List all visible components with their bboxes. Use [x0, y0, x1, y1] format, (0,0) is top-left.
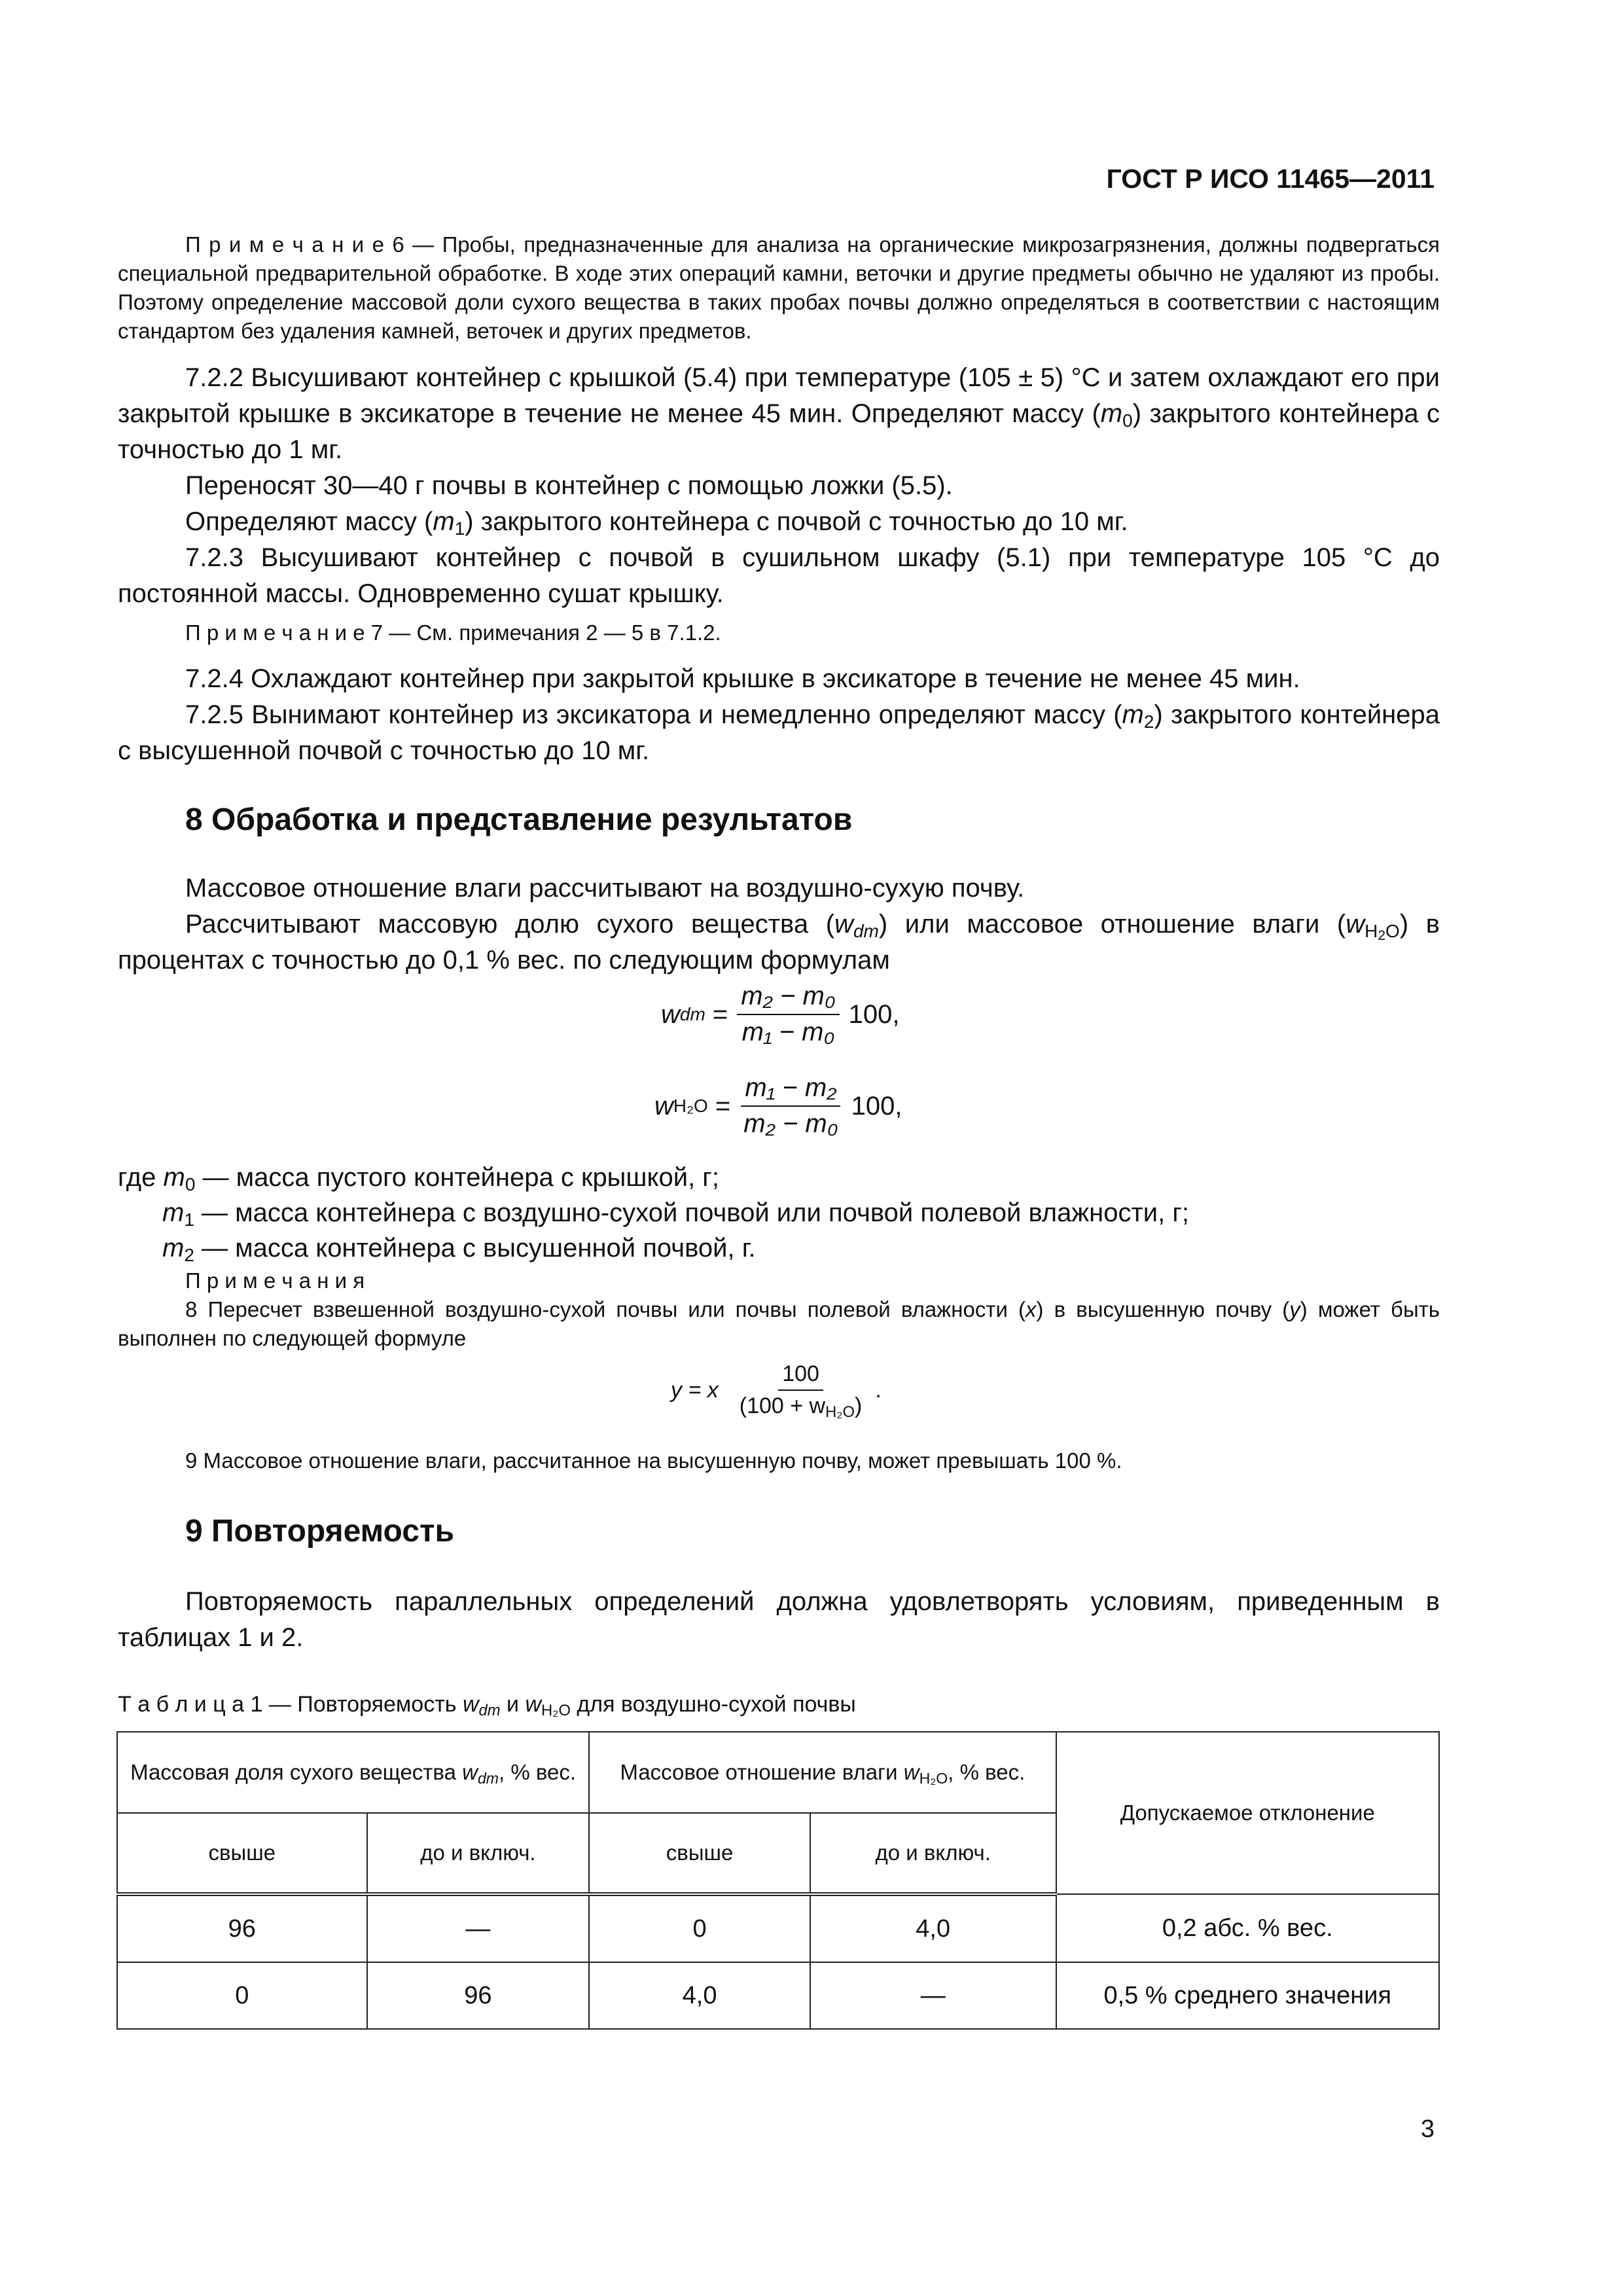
notes-8: П р и м е ч а н и я 8 Пересчет взвешенной воздушно-сухой почвы или почвы полевой влажности (x) в высушенную почву (y) может быть выполнен по следующей формуле: [118, 1266, 1440, 1353]
section-9-body: Повторяемость параллельных определений должна удовлетворять условиям, приведенным в таблицах 1 и 2.: [118, 1587, 1440, 1652]
notes-label: П р и м е ч а н и я: [185, 1268, 365, 1293]
table-subheader-up-to: до и включ.: [367, 1813, 590, 1894]
paragraphs-7-2-4-5: [118, 661, 1440, 769]
definition-m1: $m_1$ — масса контейнера с воздушно-сухой почвой или почвой полевой влажности, г;: [162, 1198, 1190, 1230]
document-code: ГОСТ Р ИСО 11465—2011: [1106, 164, 1435, 194]
formula-wh2o: w H₂O = $\frac{\text{m₁ − m₂}}{\text{m₂ − m₀}}$ 100,: [654, 1073, 902, 1138]
paragraph-7-2-2: 7.2.2 Высушивают контейнер с крышкой (5.4) при температуре (105 ± 5) °С и затем охлаждают его при закрытой крышке в эксикаторе в течение не менее 45 мин. Определяют массу $(m_0)$ закрытого контейнера с точностью до 1 мг. Переносят 30—40 г почвы в контейнер с помощью ложки (5.5). Определяют массу $(m_1)$ закрытого контейнера с почвой с точностью до 10 мг. 7.2.3 Высушивают контейнер с почвой в сушильном шкафу (5.1) при температуре 105 °С до постоянной массы. Одновременно сушат крышку.: [118, 360, 1440, 612]
paragraph-transfer: Переносят 30—40 г почвы в контейнер с помощью ложки (5.5).: [185, 471, 953, 500]
paragraph-7-2-3: 7.2.3 Высушивают контейнер с почвой в сушильном шкафу (5.1) при температуре 105 °С до постоянной массы. Одновременно сушат крышку.: [118, 543, 1440, 608]
table-header-dry-matter: Массовая доля сухого вещества $w_{dm}$, % вес.: [117, 1732, 589, 1813]
paragraph-7-2-4: 7.2.4 Охлаждают контейнер при закрытой крышке в эксикаторе в течение не менее 45 мин.: [185, 664, 1300, 693]
note-6-text: — Пробы, предназначенные для анализа на органические микрозагрязнения, должны подвергаться специальной предварительной обработке. В ходе этих операций камни, веточки и другие предметы обычно не удаляют из пробы. Поэтому определение массовой доли сухого вещества в таких пробах почвы должно определяться в соответствии с настоящим стандартом без удаления камней, веточек и других предметов.: [118, 232, 1440, 343]
section-9-heading: 9 Повторяемость: [185, 1514, 454, 1549]
note-7: П р и м е ч а н и е 7 — См. примечания 2 — 5 в 7.1.2.: [185, 620, 721, 645]
table-header-tolerance: Допускаемое отклонение: [1056, 1732, 1439, 1894]
section-8-heading: 8 Обработка и представление результатов: [185, 802, 853, 837]
page-number: 3: [1420, 2115, 1435, 2143]
table-row: 96 — 0 4,0 0,2 абс. % вес.: [117, 1894, 1439, 1962]
table-1: [116, 1731, 1440, 2030]
variable-definitions: [118, 1160, 1440, 1266]
table-header-moisture: Массовое отношение влаги $w_{H_2O}$, % вес.: [589, 1732, 1056, 1813]
table-1-caption: Т а б л и ц а 1 — Повторяемость $w_{dm}$ и $w_{H_2O}$ для воздушно-сухой почвы: [118, 1692, 856, 1719]
paragraph-m1: Определяют массу $(m_1)$ закрытого контейнера с почвой с точностью до 10 мг.: [185, 507, 1128, 539]
table-subheader-over: свыше: [117, 1813, 367, 1894]
table-row: 0 96 4,0 — 0,5 % среднего значения: [117, 1962, 1439, 2029]
definition-m0: где $m_0$ — масса пустого контейнера с крышкой, г;: [118, 1163, 719, 1194]
definition-m2: $m_2$ — масса контейнера с высушенной почвой, г.: [162, 1234, 756, 1265]
paragraph-7-2-5: 7.2.5 Вынимают контейнер из эксикатора и немедленно определяют массу $(m_2)$ закрытого контейнера с высушенной почвой с точностью до 10 мг.: [118, 700, 1440, 765]
note-6: [118, 230, 1440, 346]
note-9: 9 Массовое отношение влаги, рассчитанное на высушенную почву, может превышать 100 %.: [185, 1448, 1122, 1473]
formula-wdm: w dm = $\frac{\text{m₂ − m₀}}{\text{m₁ − m₀}}$ 100,: [661, 982, 900, 1047]
formula-y: y = x $\frac{100}{(100 + w_{H_2O})}$ .: [671, 1361, 882, 1421]
table-subheader-up-to: до и включ.: [810, 1813, 1056, 1894]
note-6-label: П р и м е ч а н и е 6: [185, 232, 404, 257]
table-subheader-over: свыше: [589, 1813, 810, 1894]
section-8-body: Массовое отношение влаги рассчитывают на воздушно-сухую почву. Рассчитывают массовую долю сухого вещества $(w_{dm})$ или массовое отношение влаги $(w_{H2O})$ в процентах с точностью до 0,1 % вес. по следующим формулам: [118, 874, 1440, 975]
